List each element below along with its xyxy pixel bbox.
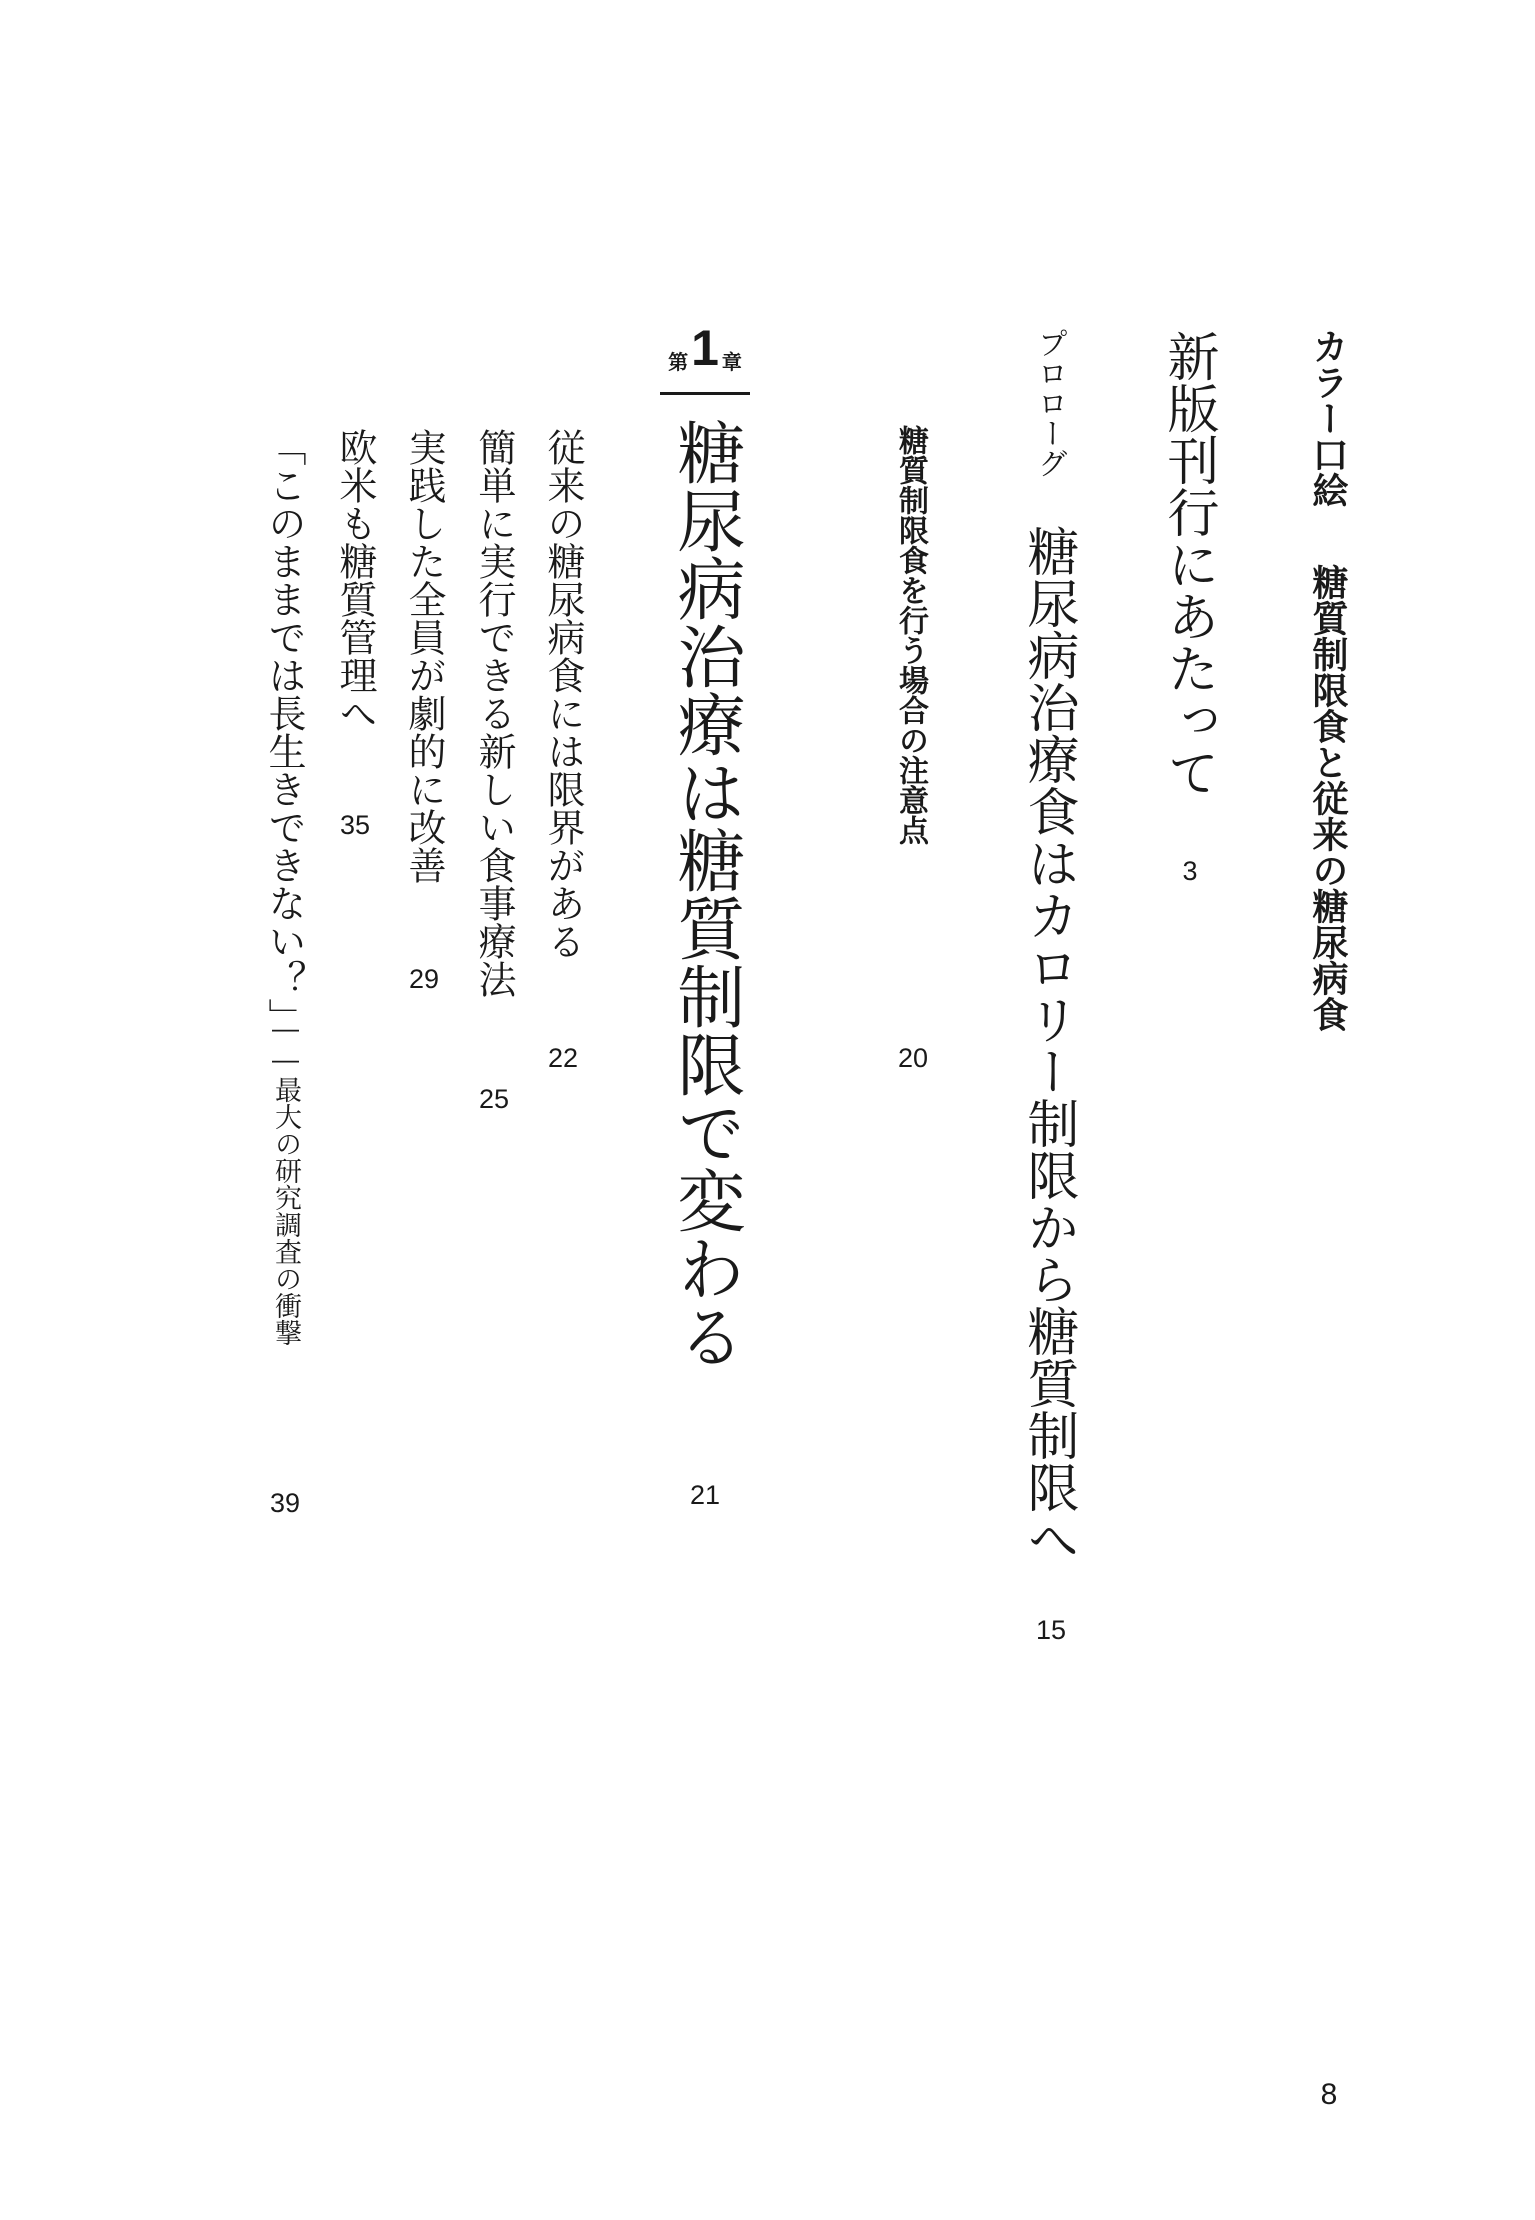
chapter-prefix: 第: [668, 352, 689, 374]
section-2-title: 簡単に実行できる新しい食事療法: [472, 428, 516, 998]
section-2-page-number: 25: [478, 1084, 510, 1114]
section-5-title: 「このままでは長生きできない？」: [262, 428, 306, 1036]
section-4-page-number: 35: [339, 810, 371, 840]
section-5-subtitle: ――最大の研究調査の衝撃: [270, 1014, 301, 1346]
foreword-title: 新版刊行にあたって: [1158, 330, 1218, 798]
prologue-page-number: 15: [1035, 1615, 1067, 1645]
color-plate-title: 糖質制限食と従来の糖尿病食: [1307, 564, 1348, 1032]
chapter-heading: [660, 320, 750, 376]
caution-page-number: 20: [897, 1043, 929, 1073]
chapter-page-number: 21: [689, 1480, 721, 1510]
section-1-title: 従来の糖尿病食には限界がある: [541, 428, 585, 960]
color-plate-label: カラー口絵: [1307, 328, 1348, 508]
chapter-suffix: 章: [721, 352, 742, 374]
prologue-title: 糖尿病治療食はカロリー制限から糖質制限へ: [1018, 525, 1078, 1565]
section-4-title: 欧米も糖質管理へ: [333, 428, 377, 732]
caution-title: 糖質制限食を行う場合の注意点: [893, 425, 928, 845]
foreword-page-number: 3: [1182, 856, 1198, 886]
chapter-rule: [660, 392, 750, 395]
section-3-page-number: 29: [408, 964, 440, 994]
folio-page-number: 8: [1320, 2078, 1338, 2111]
chapter-number: 1: [691, 320, 719, 376]
section-1-page-number: 22: [547, 1043, 579, 1073]
section-3-title: 実践した全員が劇的に改善: [402, 428, 446, 884]
prologue-label: プロローグ: [1032, 328, 1067, 478]
section-5-page-number: 39: [269, 1488, 301, 1518]
chapter-title: 糖尿病治療は糖質制限で変わる: [666, 418, 745, 1370]
